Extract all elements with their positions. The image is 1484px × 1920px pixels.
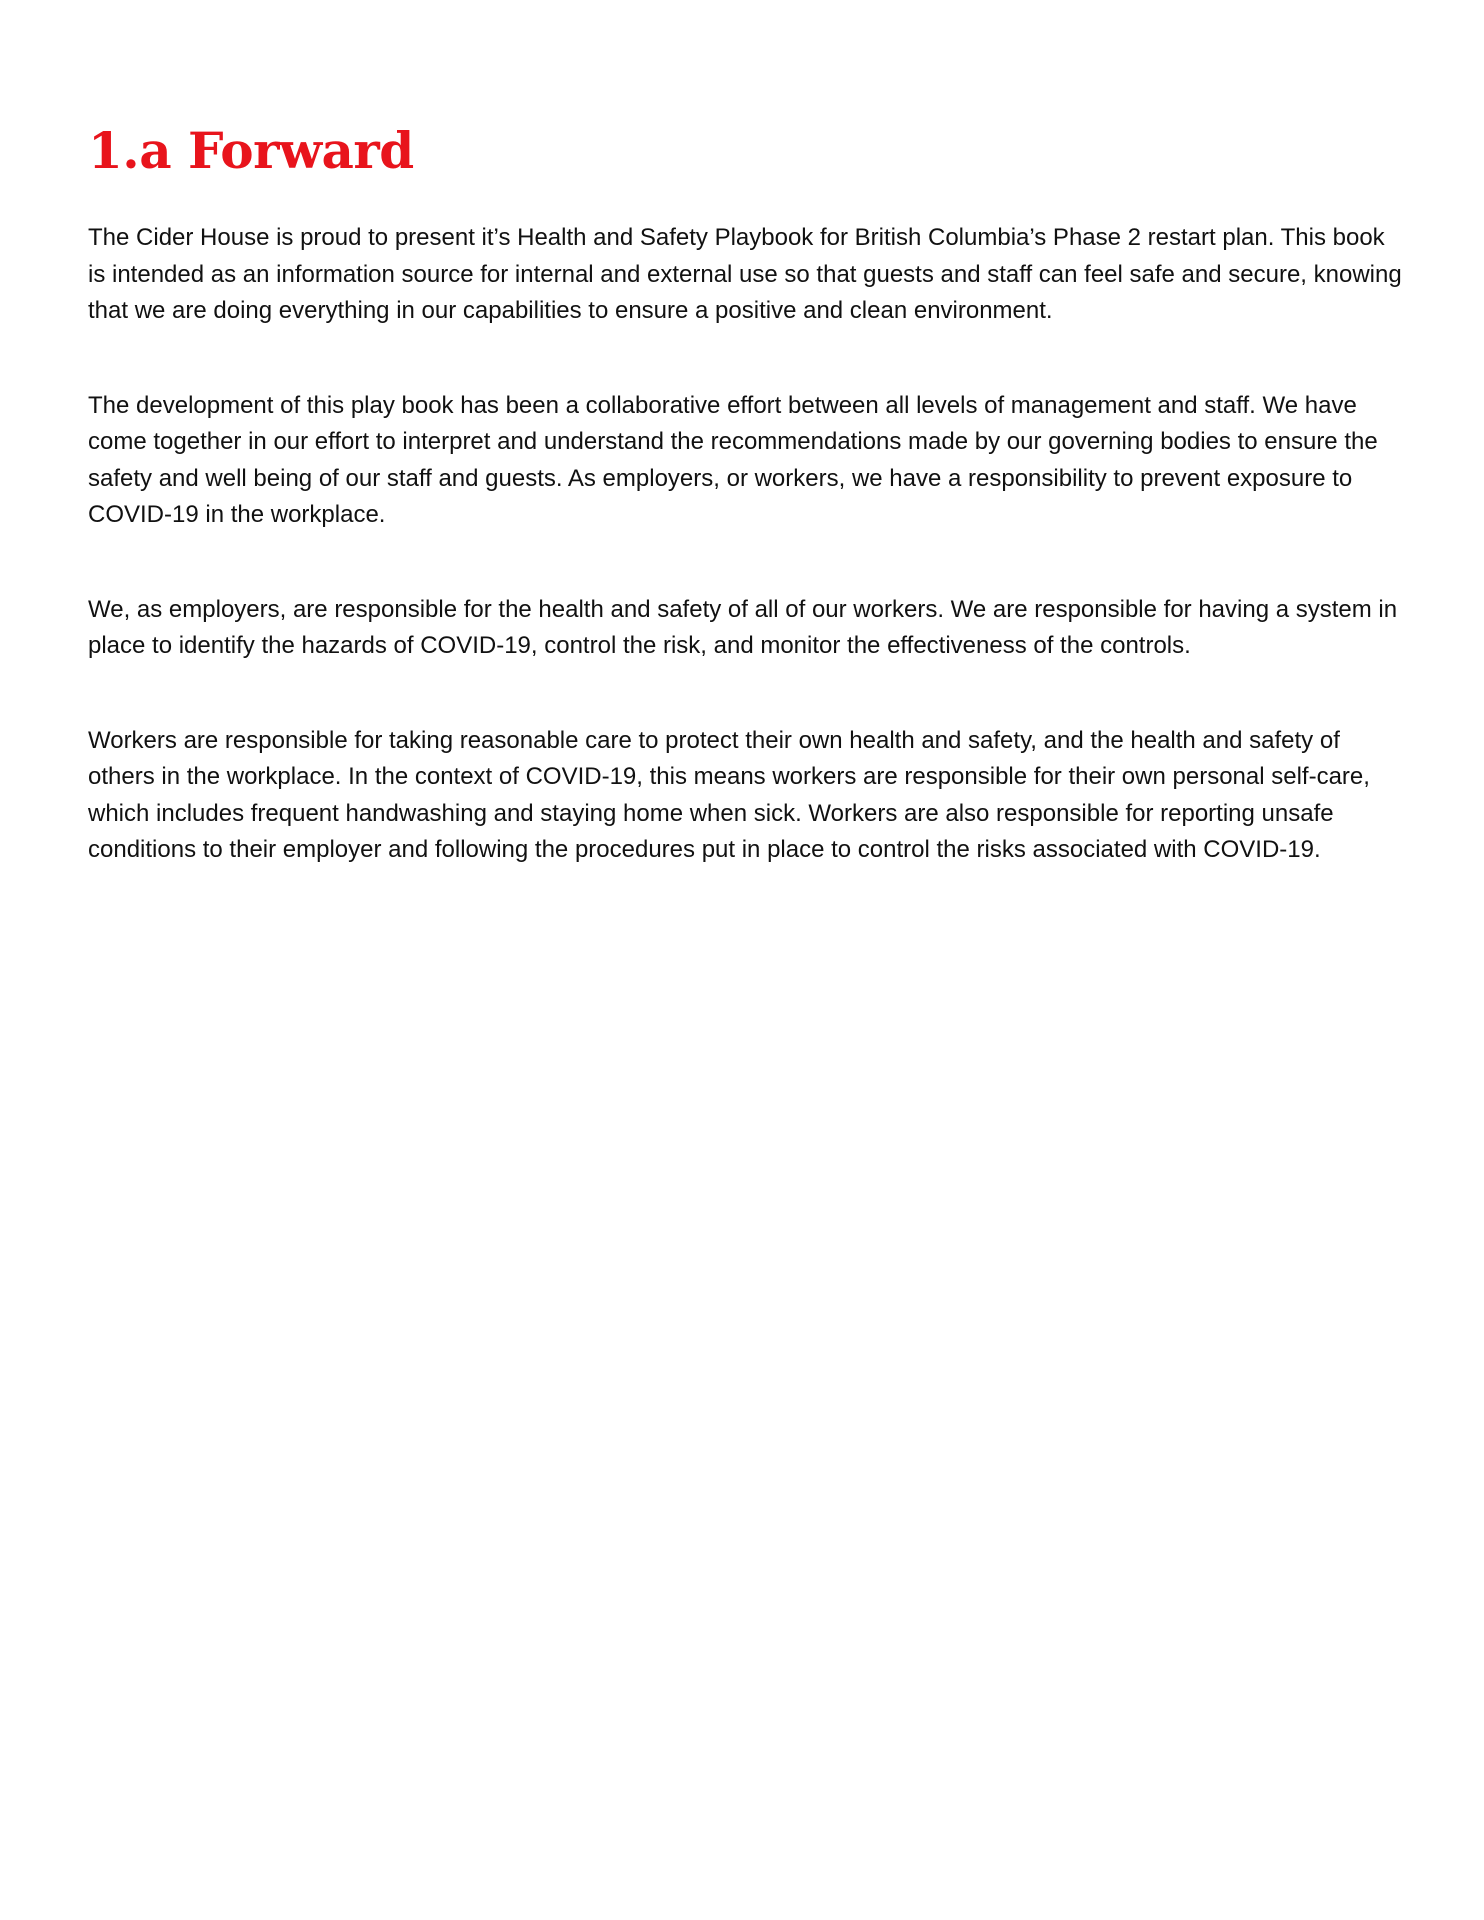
- paragraph-development: The development of this play book has been a collaborative effort between all levels of management and staff. We have come together in our effort to interpret and understand the recommendations made by our governing bodies to ensure the safety and well being of our staff and guests. As employers, or workers, we have a responsibility to prevent exposure to COVID-19 in the workplace.: [88, 391, 1378, 528]
- document-page: [88, 118, 1406, 869]
- paragraph-intro: The Cider House is proud to present it’s Health and Safety Playbook for British Columbia’s Phase 2 restart plan. This book is intended as an information source for internal and external use so that guests and staff can feel safe and secure, knowing that we are doing everything in our capabilities to ensure a positive and clean environment.: [88, 224, 1402, 324]
- paragraph-worker-responsibility: Workers are responsible for taking reasonable care to protect their own health and safety, and the health and safety of others in the workplace. In the context of COVID-19, this means workers are responsible for their own personal self-care, which includes frequent handwashing and staying home when sick. Workers are also responsible for reporting unsafe conditions to their employer and following the procedures put in place to control the risks associated with COVID-19.: [88, 726, 1370, 863]
- paragraph-employer-responsibility: We, as employers, are responsible for the health and safety of all of our workers. We are responsible for having a system in place to identify the hazards of COVID-19, control the risk, and monitor the effectiveness of the controls.: [88, 595, 1398, 659]
- section-heading: 1.a Forward: [88, 121, 414, 180]
